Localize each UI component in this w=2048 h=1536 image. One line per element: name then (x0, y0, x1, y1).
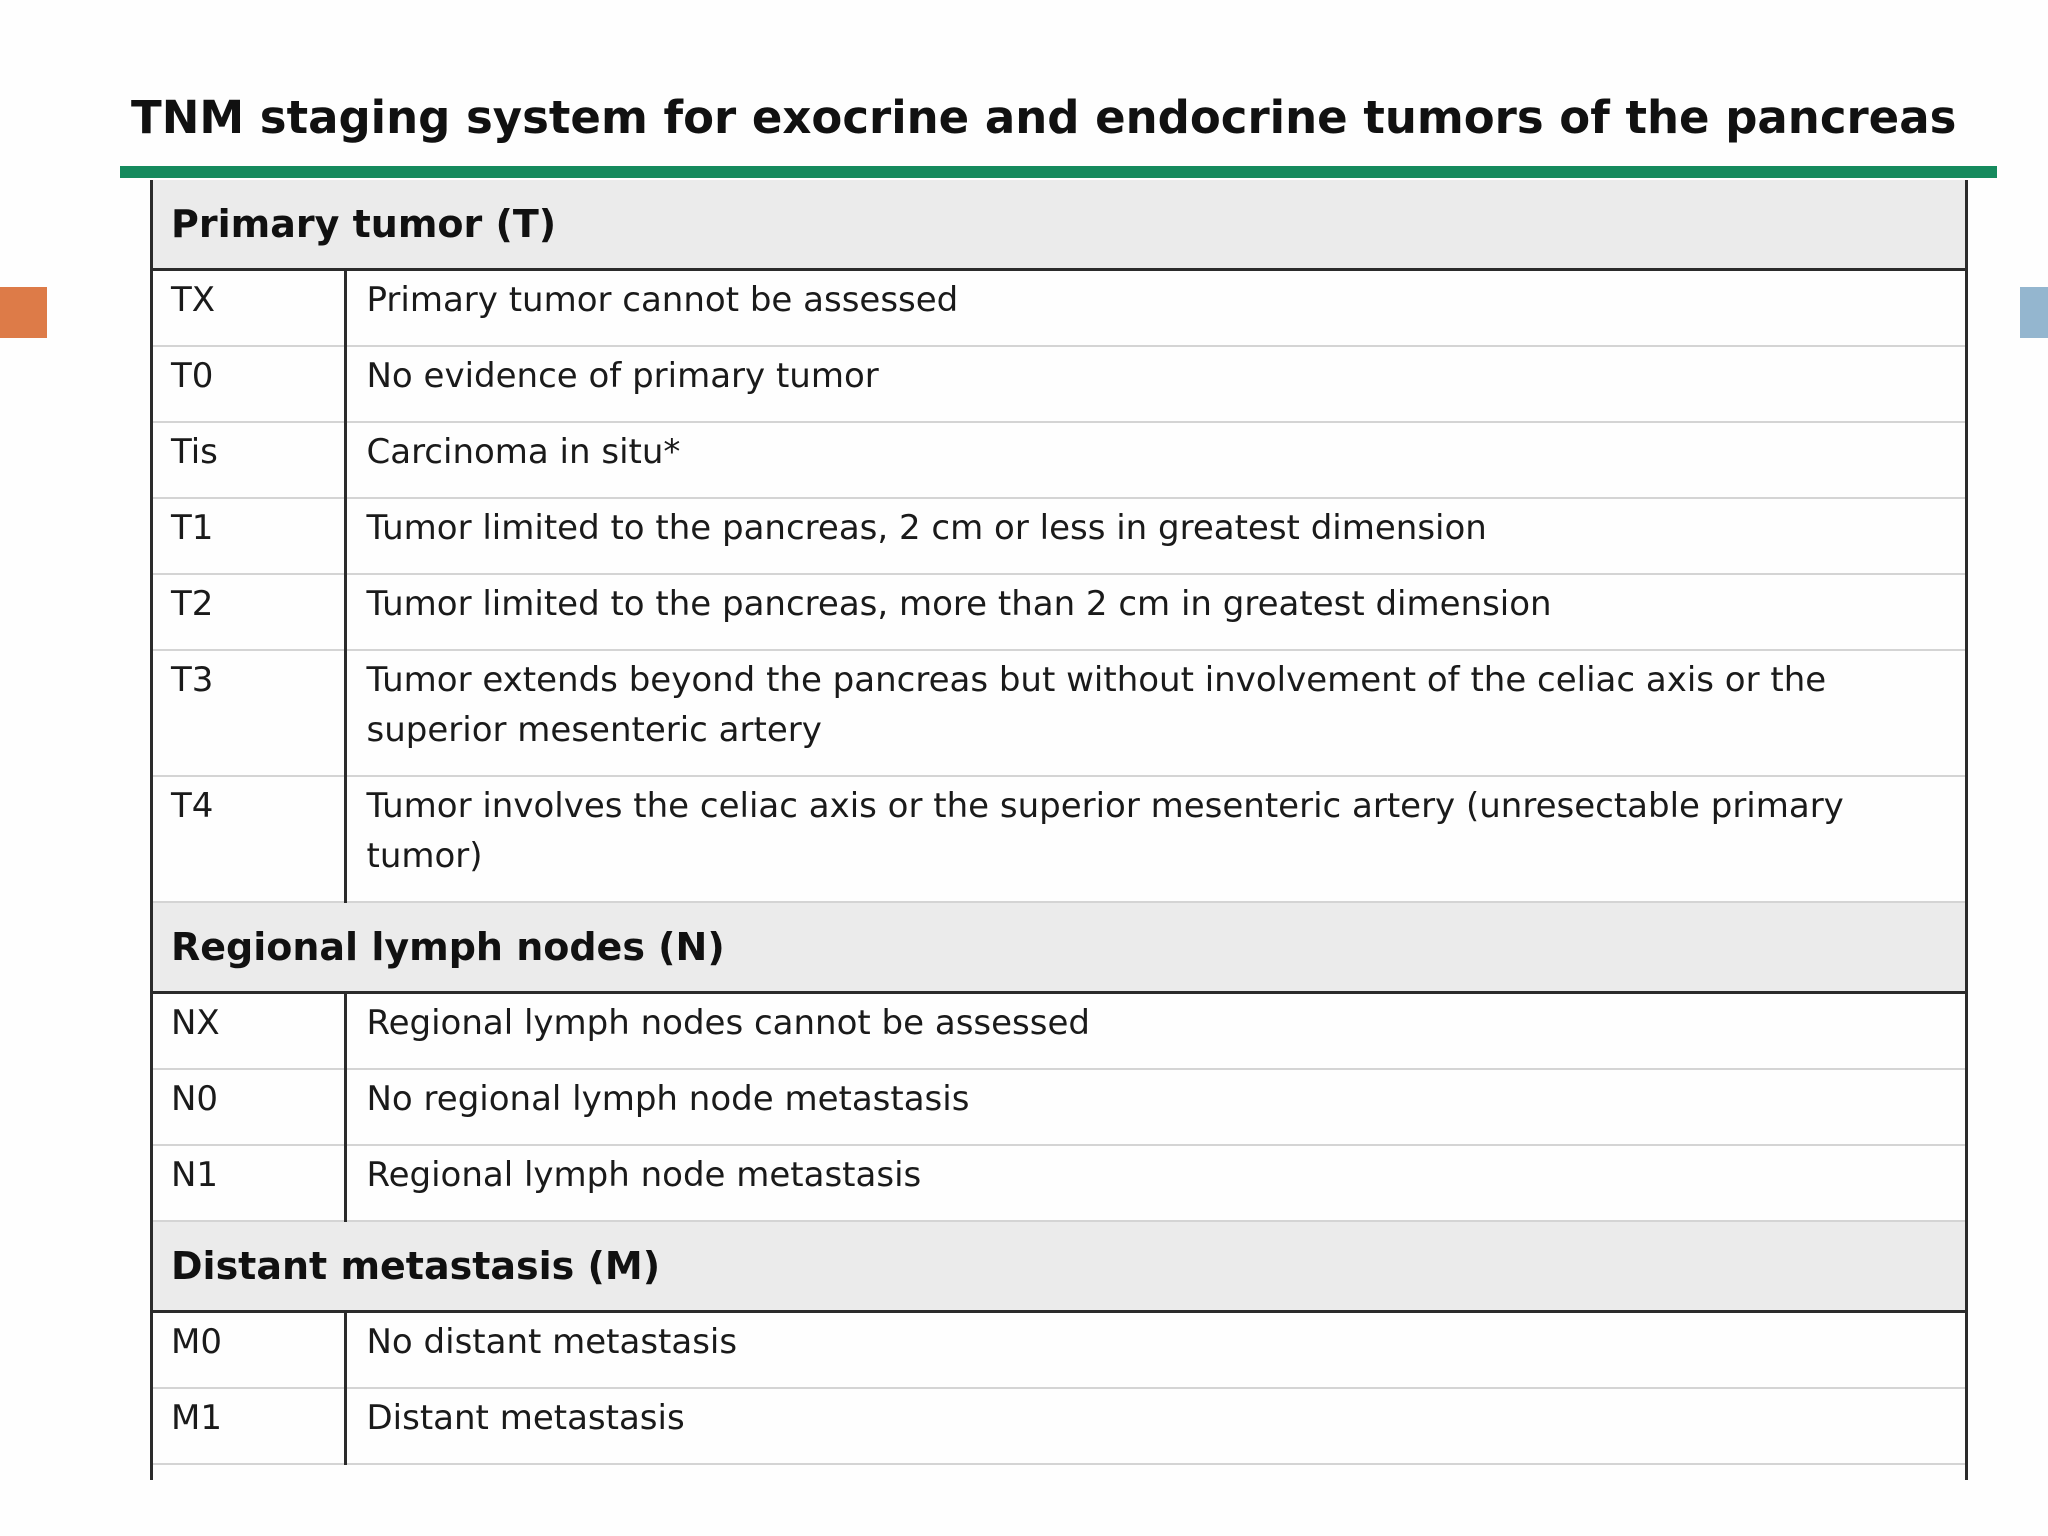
stage-description: Regional lymph nodes cannot be assessed (345, 993, 1965, 1070)
table-row (153, 574, 1965, 650)
stage-description: Tumor limited to the pancreas, more than 2 cm in greatest dimension (345, 574, 1965, 650)
stage-code: T3 (153, 650, 345, 776)
stage-code: T1 (153, 498, 345, 574)
stage-code: N0 (153, 1069, 345, 1145)
stage-description: No evidence of primary tumor (345, 346, 1965, 422)
stage-description: Tumor extends beyond the pancreas but without involvement of the celiac axis or the superior mesenteric artery (345, 650, 1965, 776)
stage-code: M1 (153, 1388, 345, 1464)
table-row (153, 993, 1965, 1070)
stage-code: T2 (153, 574, 345, 650)
table-row (153, 1145, 1965, 1221)
stage-description: Tumor involves the celiac axis or the superior mesenteric artery (unresectable primary tumor) (345, 776, 1965, 902)
table-row (153, 1312, 1965, 1389)
stage-description: Carcinoma in situ* (345, 422, 1965, 498)
stage-code: T4 (153, 776, 345, 902)
section-heading: Primary tumor (T) (153, 180, 1965, 270)
table-row (153, 1388, 1965, 1464)
stage-code: TX (153, 270, 345, 347)
stage-description: Primary tumor cannot be assessed (345, 270, 1965, 347)
section-header-row (153, 902, 1965, 993)
stage-code: M0 (153, 1312, 345, 1389)
table-row (153, 270, 1965, 347)
stage-description: Distant metastasis (345, 1388, 1965, 1464)
section-heading: Distant metastasis (M) (153, 1221, 1965, 1312)
table-row (153, 650, 1965, 776)
slide-accent-left (0, 287, 47, 338)
section-header-row (153, 1221, 1965, 1312)
staging-table-container (150, 180, 1968, 1480)
stage-description: No distant metastasis (345, 1312, 1965, 1389)
table-row (153, 498, 1965, 574)
title-underline (120, 166, 1997, 178)
tnm-staging-table (153, 180, 1965, 1465)
slide-accent-right (2020, 287, 2048, 338)
section-heading: Regional lymph nodes (N) (153, 902, 1965, 993)
table-title: TNM staging system for exocrine and endocrine tumors of the pancreas (131, 91, 1957, 144)
stage-code: Tis (153, 422, 345, 498)
stage-code: N1 (153, 1145, 345, 1221)
stage-description: No regional lymph node metastasis (345, 1069, 1965, 1145)
section-header-row (153, 180, 1965, 270)
stage-description: Regional lymph node metastasis (345, 1145, 1965, 1221)
table-row (153, 346, 1965, 422)
stage-code: NX (153, 993, 345, 1070)
table-row (153, 422, 1965, 498)
table-row (153, 776, 1965, 902)
table-row (153, 1069, 1965, 1145)
stage-description: Tumor limited to the pancreas, 2 cm or less in greatest dimension (345, 498, 1965, 574)
stage-code: T0 (153, 346, 345, 422)
